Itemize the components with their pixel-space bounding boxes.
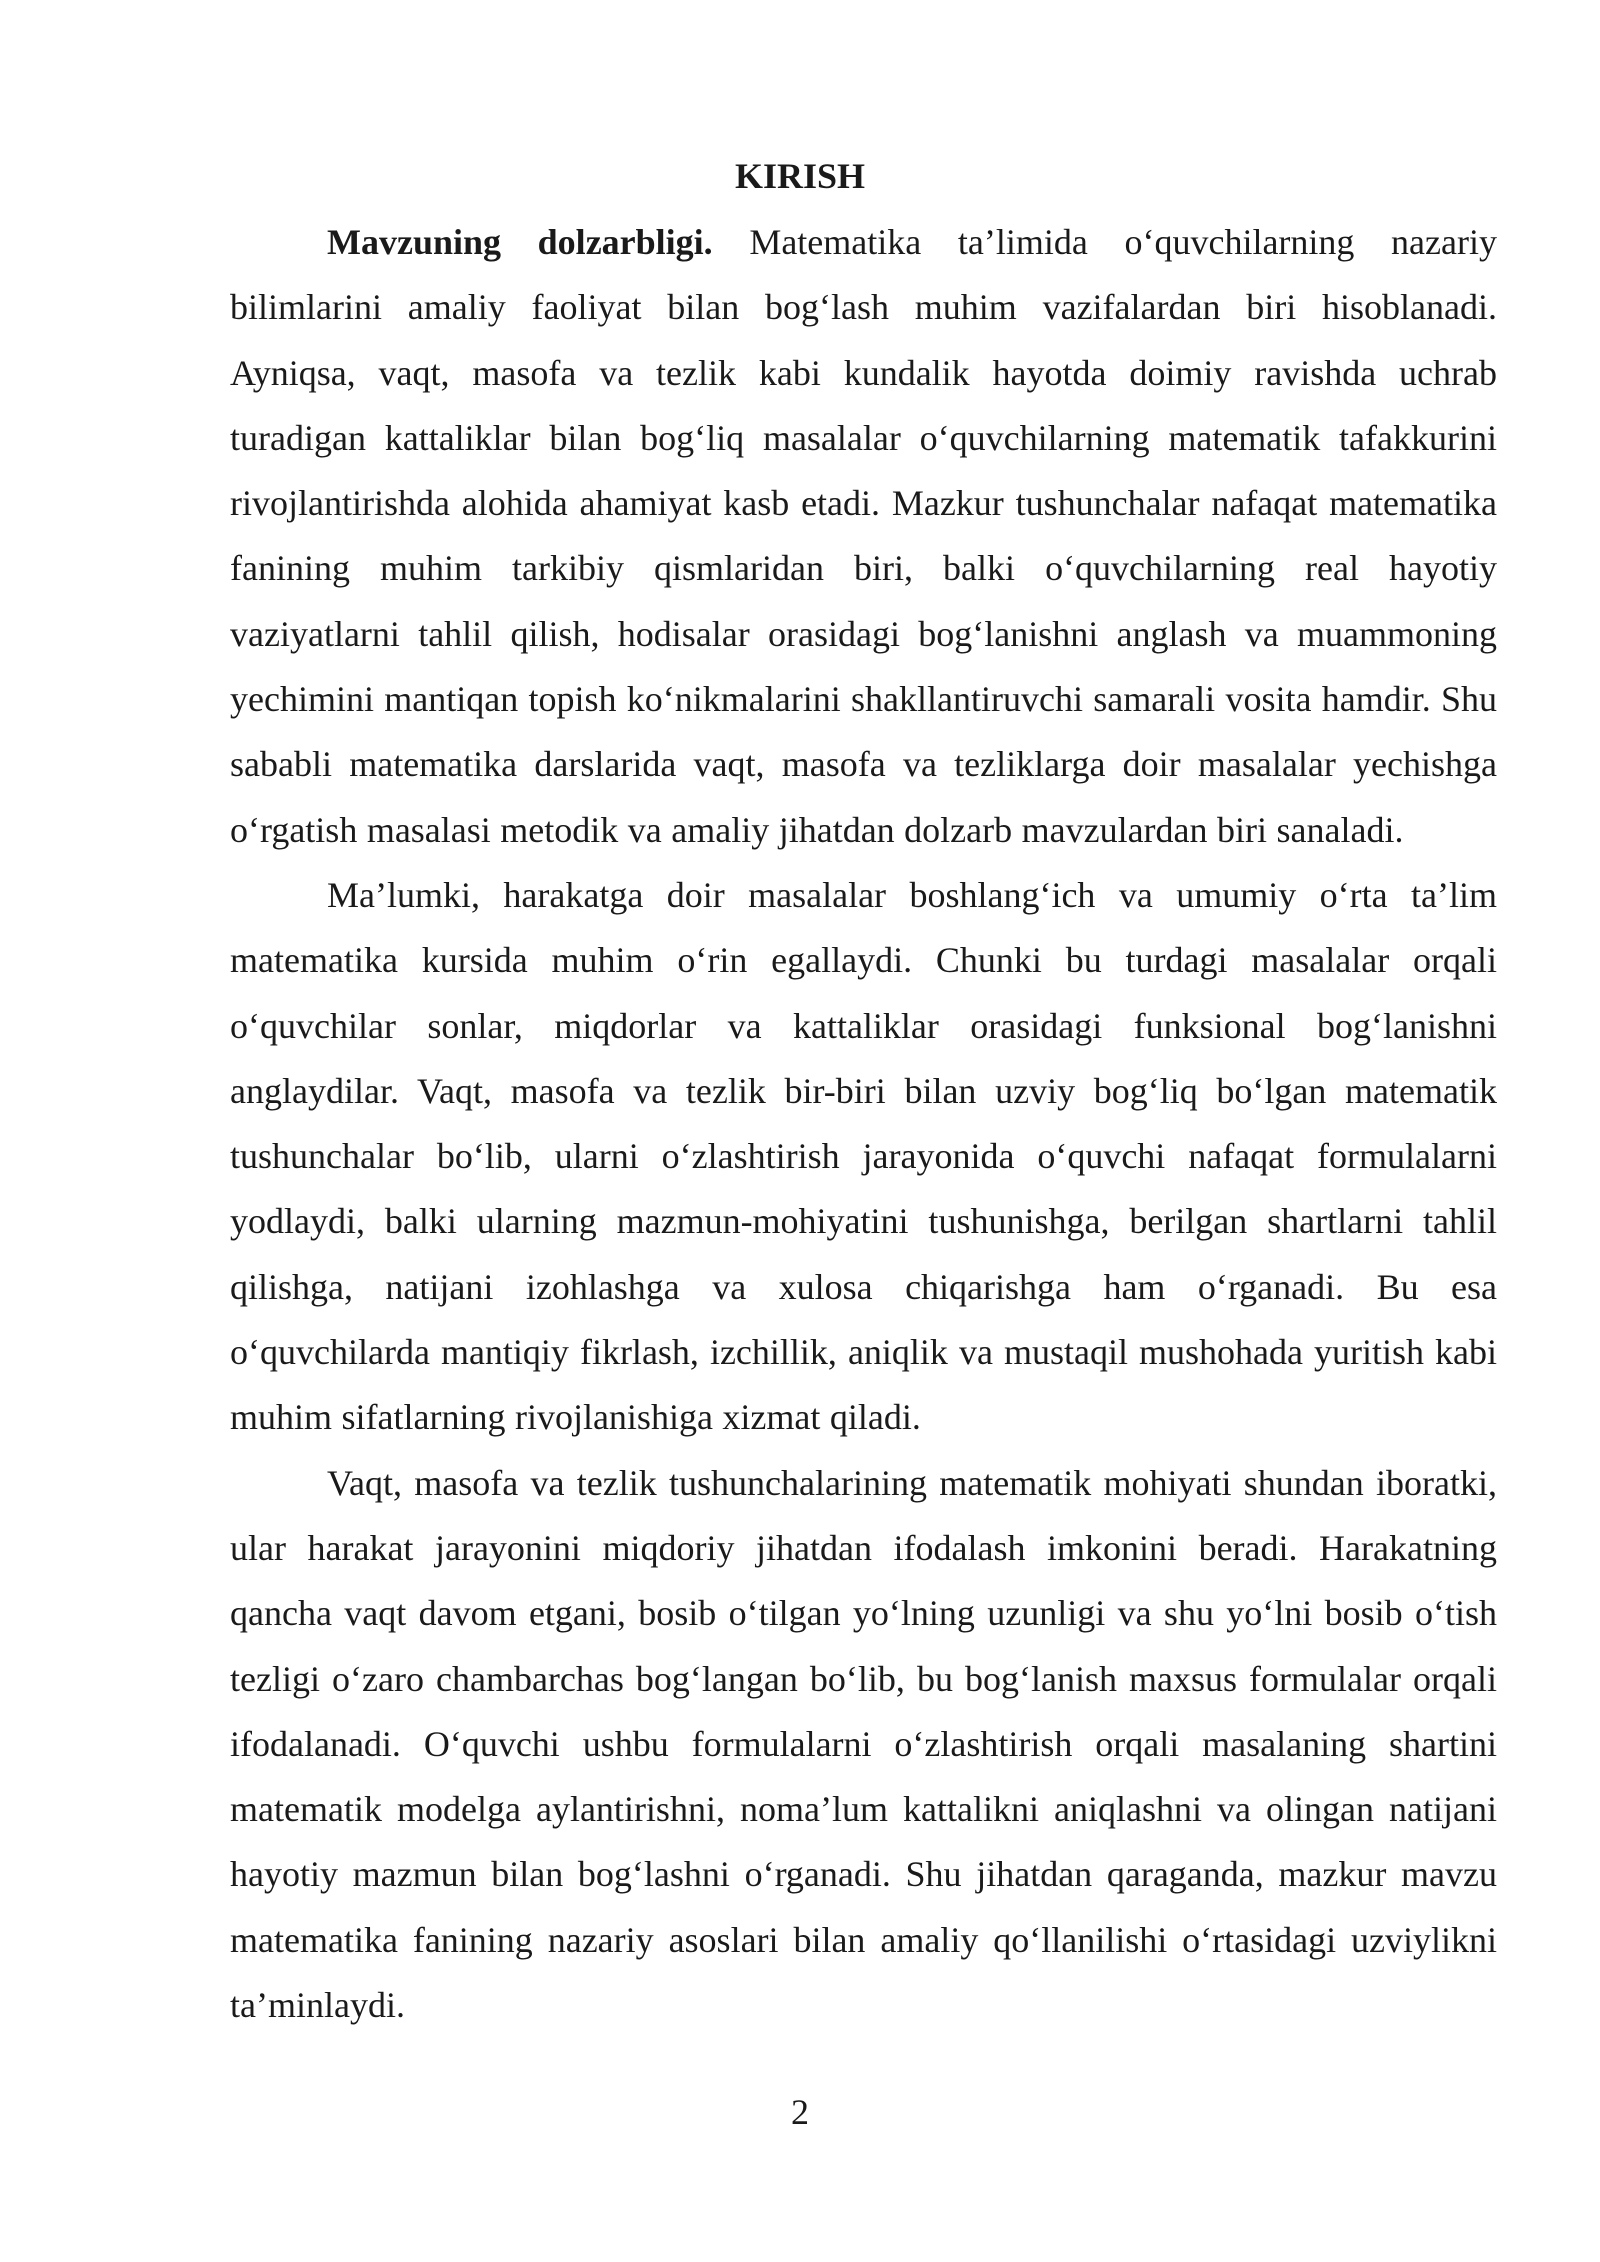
paragraph-essence: Vaqt, masofa va tezlik tushunchalarining matematik mohiyati shundan iboratki, ular harakat jarayonini miqdoriy jihatdan ifodalash imkonini beradi. Harakatning qancha vaqt davom etgani, bosib o‘tilgan yo‘lning uzunligi va shu yo‘lni bosib o‘tish tezligi o‘zaro chambarchas bog‘langan bo‘lib, bu bog‘lanish maxsus formulalar orqali ifodalanadi. O‘quvchi ushbu formulalarni o‘zlashtirish orqali masalaning shartini matematik modelga aylantirishni, noma’lum kattalikni aniqlashni va olingan natijani hayotiy mazmun bilan bog‘lashni o‘rganadi. Shu jihatdan qaraganda, mazkur mavzu matematika fanining nazariy asoslari bilan amaliy qo‘llanilishi o‘rtasidagi uzviylikni ta’minlaydi.: [230, 1462, 1497, 2026]
paragraph-relevance: [230, 210, 1497, 863]
body-text: [230, 210, 1497, 2038]
paragraph-motion-problems: Ma’lumki, harakatga doir masalalar boshlang‘ich va umumiy o‘rta ta’lim matematika kursida muhim o‘rin egallaydi. Chunki bu turdagi masalalar orqali o‘quvchilar sonlar, miqdorlar va kattaliklar orasidagi funksional bog‘lanishni anglaydilar. Vaqt, masofa va tezlik bir-biri bilan uzviy bog‘liq bo‘lgan matematik tushunchalar bo‘lib, ularni o‘zlashtirish jarayonida o‘quvchi nafaqat formulalarni yodlaydi, balki ularning mazmun-mohiyatini tushunishga, berilgan shartlarni tahlil qilishga, natijani izohlashga va xulosa chiqarishga ham o‘rganadi. Bu esa o‘quvchilarda mantiqiy fikrlash, izchillik, aniqlik va mustaqil mushohada yuritish kabi muhim sifatlarning rivojlanishiga xizmat qiladi.: [230, 874, 1497, 1438]
page-number: 2: [791, 2092, 809, 2132]
page-heading: KIRISH: [734, 156, 866, 196]
paragraph-text: Matematika ta’limida o‘quvchilarning nazariy bilimlarini amaliy faoliyat bilan bog‘lash muhim vazifalardan biri hisoblanadi. Ayniqsa, vaqt, masofa va tezlik kabi kundalik hayotda doimiy ravishda uchrab turadigan kattaliklar bilan bog‘liq masalalar o‘quvchilarning matematik tafakkurini rivojlantirishda alohida ahamiyat kasb etadi. Mazkur tushunchalar nafaqat matematika fanining muhim tarkibiy qismlaridan biri, balki o‘quvchilarning real hayotiy vaziyatlarni tahlil qilish, hodisalar orasidagi bog‘lanishni anglash va muammoning yechimini mantiqan topish ko‘nikmalarini shakllantiruvchi samarali vosita hamdir. Shu sababli matematika darslarida vaqt, masofa va tezliklarga doir masalalar yechishga o‘rgatish masalasi metodik va amaliy jihatdan dolzarb mavzulardan biri sanaladi.: [230, 222, 1497, 850]
paragraph-lead: Mavzuning dolzarbligi.: [327, 222, 713, 262]
